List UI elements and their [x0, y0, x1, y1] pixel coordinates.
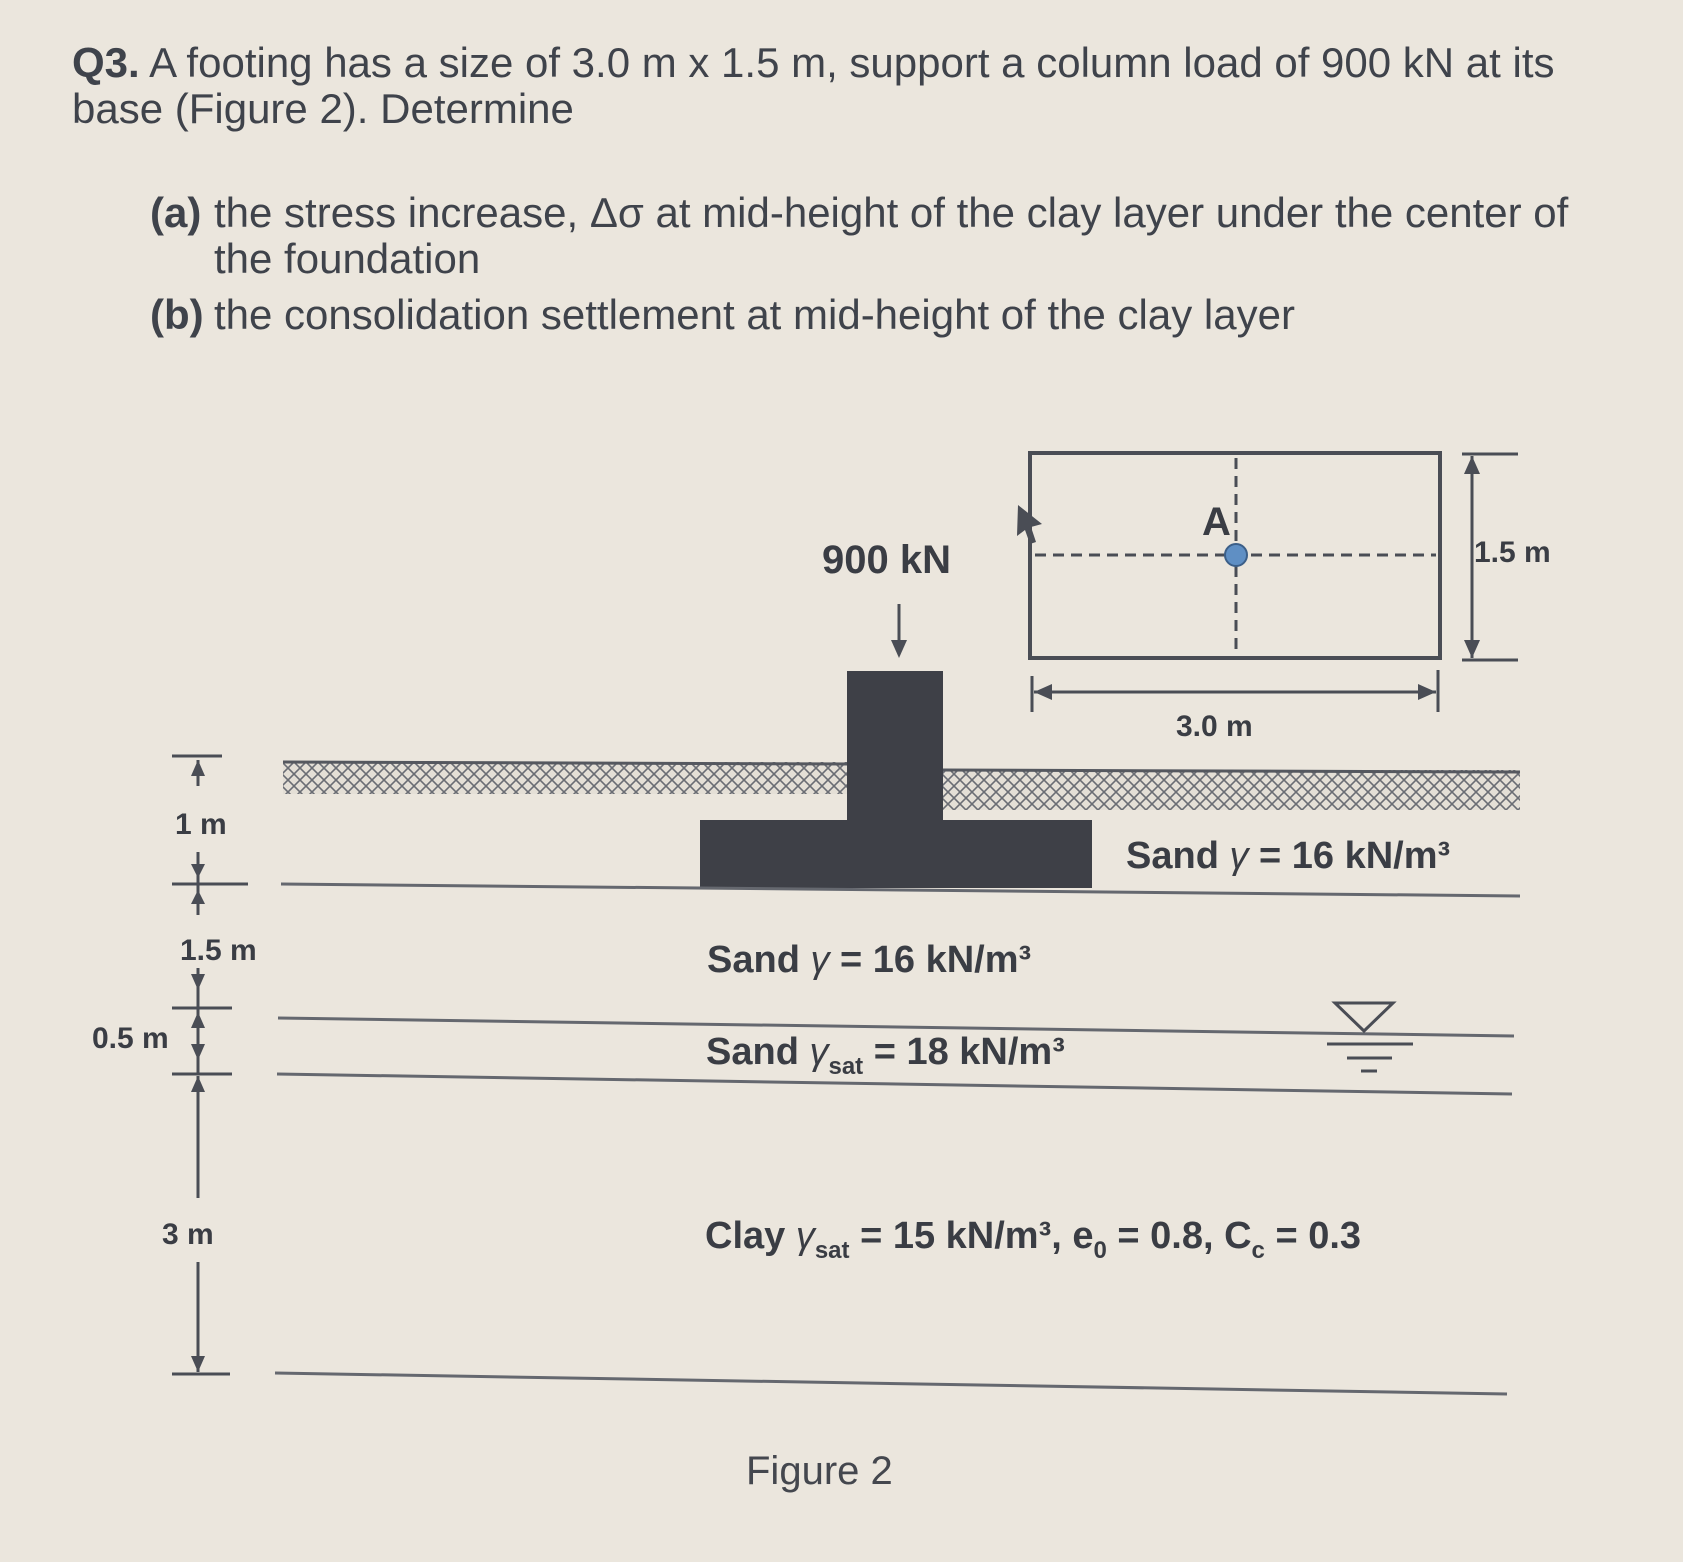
part-a-line1: the stress increase, Δσ at mid-height of the clay layer under the center of: [214, 189, 1569, 236]
part-a-tag: (a): [150, 189, 202, 236]
layer-label-sand-top: Sand γ = 16 kN/m³: [1126, 835, 1451, 877]
layer-label-clay: Clay $\gamma_{sat} = 15$ kN/m³, $e_0 = 0.8$, $C_c = 0.3$: [705, 1215, 1362, 1264]
figure-caption: Figure 2: [746, 1449, 893, 1493]
part-b-tag: (b): [150, 291, 204, 338]
ground-hatch-left: [283, 762, 849, 794]
layer-label-sand-mid: Sand γ = 16 kN/m³: [707, 939, 1032, 981]
dim-3m-arrow-bottom: [191, 1356, 205, 1372]
dim-3m-arrow-top: [191, 1076, 205, 1092]
dim-1m-label: 1 m: [175, 808, 227, 841]
load-arrow-head: [891, 640, 907, 658]
ground-line-left: [283, 762, 849, 764]
dim-1-5m-arrow: [191, 974, 205, 990]
dim-3m-label: 3 m: [162, 1218, 214, 1251]
question-number: Q3.: [72, 39, 140, 86]
layer-label-sand-sat: Sand $\gamma_{sat} = 18$ kN/m³: [706, 1031, 1065, 1080]
ground-hatch-right: [942, 770, 1520, 810]
point-a-marker: [1225, 544, 1247, 566]
part-a-line2: the foundation: [214, 235, 481, 282]
part-b-line1: the consolidation settlement at mid-height of the clay layer: [214, 291, 1295, 338]
column: [847, 671, 943, 823]
boundary-sand-sat-clay: [277, 1074, 1512, 1094]
dim-1m-arrow-top: [191, 760, 205, 776]
dim-1-5m-label: 1.5 m: [180, 934, 257, 967]
question-text: A footing has a size of 3.0 m x 1.5 m, support a column load of 900 kN at its base (Figure 2). Determine: [72, 39, 1555, 132]
plan-depth-label: 1.5 m: [1474, 536, 1551, 569]
footing-base: [700, 820, 1092, 888]
boundary-clay-bottom: [275, 1373, 1507, 1394]
water-table-icon: [1335, 1003, 1393, 1031]
dim-0-5m-label: 0.5 m: [92, 1022, 169, 1055]
plan-width-label: 3.0 m: [1176, 710, 1253, 743]
load-label: 900 kN: [822, 538, 951, 582]
ground-line-right: [942, 770, 1520, 772]
point-a-label: A: [1202, 500, 1231, 544]
